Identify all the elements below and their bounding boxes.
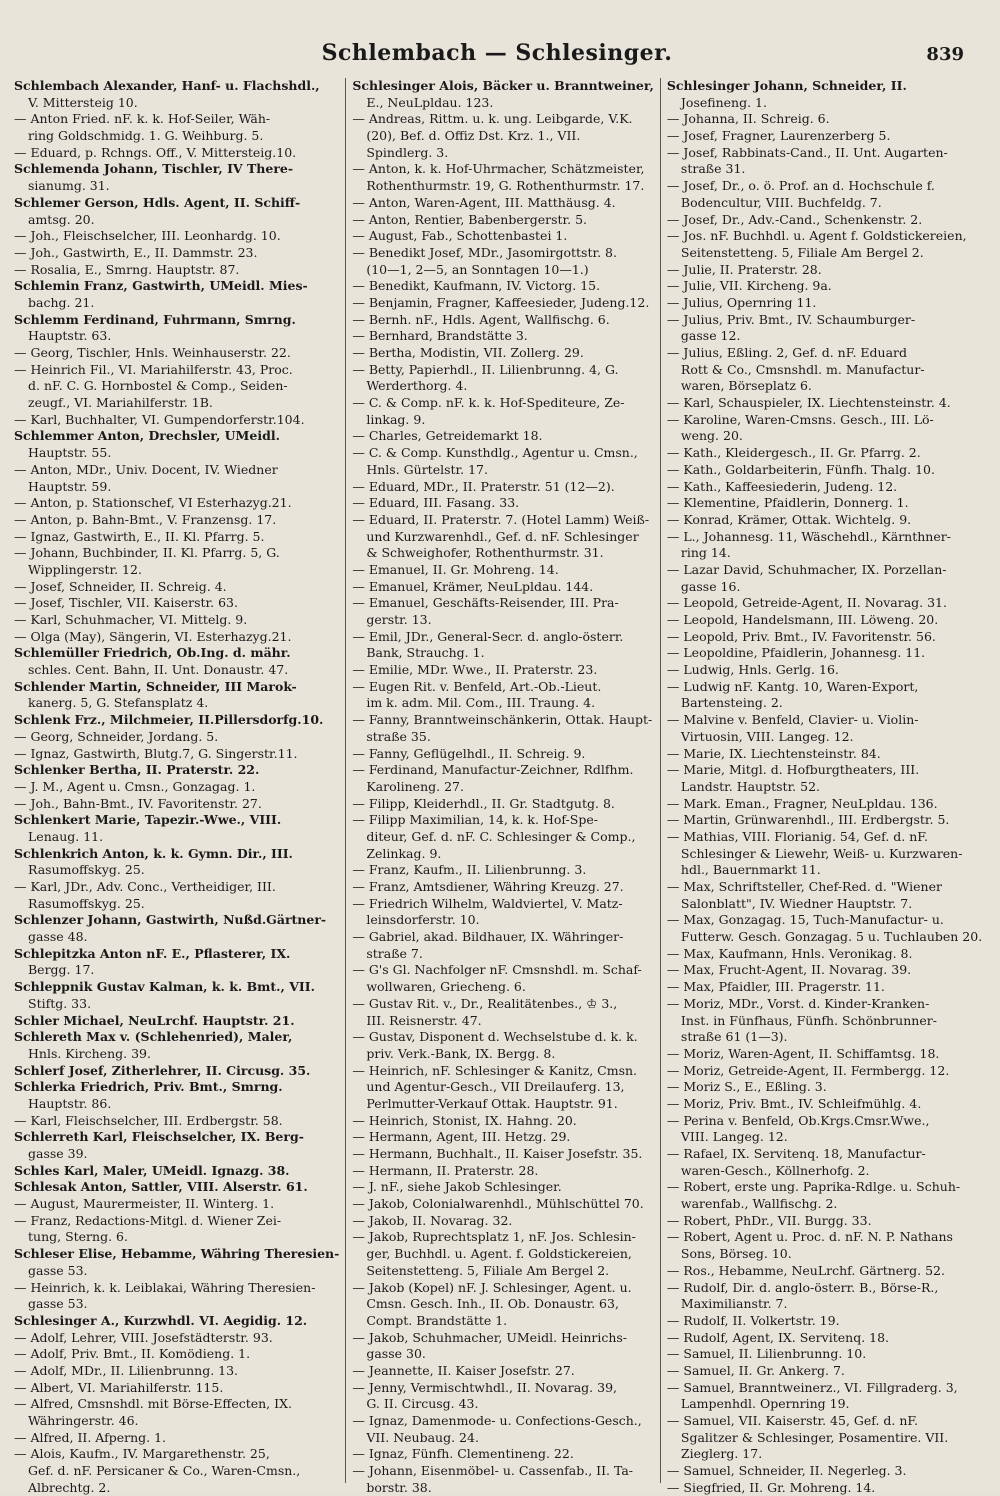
entry-line: — Karl, Buchhalter, VI. Gumpendorferstr.104. <box>14 411 305 427</box>
entry-line: — Robert, Agent u. Proc. d. nF. N. P. Nathans <box>666 1229 953 1245</box>
entry-line: — J. nF., siehe Jakob Schlesinger. <box>352 1179 562 1195</box>
entry-line: — Jeannette, II. Kaiser Josefstr. 27. <box>352 1362 575 1378</box>
entry-line: — Adolf, MDr., II. Lilienbrunng. 13. <box>14 1362 239 1378</box>
entry-line: — Samuel, Branntweinerz., VI. Fillgraderg. 3, <box>666 1379 958 1395</box>
entry-line: — Lazar David, Schuhmacher, IX. Porzellan- <box>666 561 947 577</box>
entry-surname-line: Schlesinger Alois, Bäcker u. Branntweiner, <box>352 78 654 93</box>
entry-line: — Malvine v. Benfeld, Clavier- u. Violin- <box>666 712 919 728</box>
entry-continuation-line: weng. 20. <box>680 428 743 444</box>
entry-line: — Eduard, III. Fasang. 33. <box>352 495 520 511</box>
entry-continuation-line: Lenaug. 11. <box>28 828 104 844</box>
entry-line: — Julie, II. Praterstr. 28. <box>666 261 822 277</box>
entry-line: — Ignaz, Gastwirth, Blutg.7, G. Singerstr.11. <box>14 745 298 761</box>
entry-continuation-line: diteur, Gef. d. nF. C. Schlesinger & Comp., <box>366 828 636 844</box>
page-number: 839 <box>926 44 964 65</box>
entry-surname-line: Schlesinger Johann, Schneider, II. <box>666 78 907 93</box>
entry-continuation-line: Gef. d. nF. Persicaner & Co., Waren-Cmsn., <box>28 1463 301 1479</box>
entry-line: — Heinrich, k. k. Leiblakai, Währing Theresien- <box>14 1279 316 1295</box>
entry-continuation-line: gerstr. 13. <box>366 612 432 627</box>
entry-continuation-line: Seitenstetteng. 5, Filiale Am Bergel 2. <box>366 1262 610 1278</box>
entry-continuation-line: gasse 48. <box>28 929 88 945</box>
entry-continuation-line: amtsg. 20. <box>28 211 95 227</box>
entry-continuation-line: Compt. Brandstätte 1. <box>366 1312 508 1328</box>
entry-line: — Karl, Schuhmacher, VI. Mittelg. 9. <box>14 612 248 627</box>
entry-continuation-line: Rasumoffskyg. 25. <box>28 895 145 911</box>
entry-continuation-line: Virtuosin, VIII. Langeg. 12. <box>680 728 854 744</box>
entry-continuation-line: und Kurzwarenhdl., Gef. d. nF. Schlesinger <box>366 528 639 544</box>
entry-surname-line: Schlenzer Johann, Gastwirth, Nußd.Gärtner- <box>14 912 327 928</box>
entry-continuation-line: schles. Cent. Bahn, II. Unt. Donaustr. 47. <box>28 662 289 678</box>
running-head: Schlembach — Schlesinger. <box>321 40 673 66</box>
entry-line: — Samuel, Schneider, II. Negerleg. 3. <box>666 1463 907 1479</box>
entry-line: — Mathias, VIII. Florianig. 54, Gef. d. nF. <box>666 828 928 844</box>
entry-line: — Samuel, II. Gr. Ankerg. 7. <box>666 1362 845 1378</box>
column-2 <box>345 78 660 1495</box>
entry-continuation-line: gasse 12. <box>680 328 741 344</box>
entry-line: — Anton, Waren-Agent, III. Matthäusg. 4. <box>352 194 616 210</box>
entry-line: — Leopold, Priv. Bmt., IV. Favoritenstr. 56. <box>666 628 936 644</box>
entry-line: — Franz, Kaufm., II. Lilienbrunng. 3. <box>352 862 587 878</box>
entry-line: — Kath., Kleidergesch., II. Gr. Pfarrg. 2. <box>666 445 921 461</box>
entry-continuation-line: Karolineng. 27. <box>366 778 464 794</box>
entry-line: — Leopold, Handelsmann, III. Löweng. 20. <box>666 612 939 627</box>
entry-continuation-line: G. II. Circusg. 43. <box>366 1396 479 1412</box>
entry-continuation-line: Zieglerg. 17. <box>680 1446 763 1462</box>
entry-line: — Robert, erste ung. Paprika-Rdlge. u. Schuh- <box>666 1179 961 1195</box>
entry-line: — Siegfried, II. Gr. Mohreng. 14. <box>666 1479 876 1495</box>
entry-line: — Alfred, Cmsnshdl. mit Börse-Effecten, IX. <box>14 1396 292 1412</box>
entry-line: — Karl, JDr., Adv. Conc., Vertheidiger, III. <box>14 879 276 894</box>
entry-continuation-line: III. Reisnerstr. 47. <box>366 1012 482 1028</box>
entry-continuation-line: Hnls. Kircheng. 39. <box>28 1045 151 1061</box>
entry-line: — Moriz S., E., Eßling. 3. <box>666 1079 827 1095</box>
entry-surname-line: Schlenkrich Anton, k. k. Gymn. Dir., III. <box>14 845 293 861</box>
entry-continuation-line: Maximilianstr. 7. <box>680 1296 788 1312</box>
entry-line: — Anton, Rentier, Babenbergerstr. 5. <box>352 211 588 227</box>
entry-line: — Emanuel, II. Gr. Mohreng. 14. <box>352 561 559 577</box>
entry-line: — Hermann, Buchhalt., II. Kaiser Josefstr. 35. <box>352 1146 643 1161</box>
entry-surname-line: Schlereth Max v. (Schlehenried), Maler, <box>14 1029 293 1045</box>
entry-continuation-line: hdl., Bauernmarkt 11. <box>680 862 821 878</box>
entry-continuation-line: (20), Bef. d. Offiz Dst. Krz. 1., VII. <box>366 128 581 144</box>
entry-line: — Anton, MDr., Univ. Docent, IV. Wiedner <box>14 461 278 477</box>
entry-line: — Alfred, II. Afperng. 1. <box>14 1429 167 1445</box>
entry-continuation-line: Rasumoffskyg. 25. <box>28 862 145 878</box>
entry-continuation-line: Rothenthurmstr. 19, G. Rothenthurmstr. 17. <box>366 178 645 194</box>
entry-continuation-line: Hauptstr. 59. <box>28 478 112 494</box>
entry-surname-line: Schlenk Frz., Milchmeier, II.Pillersdorfg.10. <box>14 712 324 728</box>
entry-continuation-line: priv. Verk.-Bank, IX. Bergg. 8. <box>366 1045 556 1061</box>
entry-continuation-line: Stiftg. 33. <box>28 995 92 1011</box>
entry-continuation-line: waren, Börseplatz 6. <box>680 378 812 394</box>
entry-continuation-line: gasse 53. <box>28 1296 88 1312</box>
entry-continuation-line: straße 7. <box>366 945 423 961</box>
entry-line: — Alois, Kaufm., IV. Margarethenstr. 25, <box>14 1446 270 1462</box>
entry-line: — Jakob, II. Novarag. 32. <box>352 1212 513 1228</box>
entry-surname-line: Schlender Martin, Schneider, III Marok- <box>14 678 297 694</box>
entry-line: — Robert, PhDr., VII. Burgg. 33. <box>666 1212 872 1228</box>
entry-line: — Anton, p. Stationschef, VI Esterhazyg.21. <box>14 495 292 511</box>
entry-line: — Fanny, Branntweinschänkerin, Ottak. Haupt- <box>352 712 653 728</box>
entry-continuation-line: Hauptstr. 55. <box>28 445 112 461</box>
entry-line: — Moriz, Getreide-Agent, II. Fermbergg. 12. <box>666 1062 950 1078</box>
entry-line: — Georg, Schneider, Jordang. 5. <box>14 728 219 744</box>
entry-line: — Gustav Rit. v., Dr., Realitätenbes., ♔ 3., <box>352 995 618 1011</box>
entry-line: — Josef, Schneider, II. Schreig. 4. <box>14 578 227 594</box>
entry-continuation-line: ger, Buchhdl. u. Agent. f. Goldstickereien, <box>366 1246 632 1262</box>
entry-line: — Max, Gonzagag. 15, Tuch-Manufactur- u. <box>666 912 944 928</box>
entry-continuation-line: und Agentur-Gesch., VII Dreilauferg. 13, <box>366 1079 625 1095</box>
entry-line: — Eduard, II. Praterstr. 7. (Hotel Lamm) Weiß- <box>352 511 650 527</box>
entry-line: — Heinrich, nF. Schlesinger & Kanitz, Cmsn. <box>352 1062 638 1078</box>
entry-continuation-line: kanerg. 5, G. Stefansplatz 4. <box>28 695 209 711</box>
entry-surname-line: Schlemmer Anton, Drechsler, UMeidl. <box>14 428 280 444</box>
entry-surname-line: Schlerreth Karl, Fleischselcher, IX. Berg- <box>14 1129 304 1145</box>
entry-line: — L., Johannesg. 11, Wäschehdl., Kärnthner- <box>666 528 951 544</box>
entry-continuation-line: ring Goldschmidg. 1. G. Weihburg. 5. <box>28 128 264 144</box>
entry-continuation-line: tung, Sterng. 6. <box>28 1229 128 1245</box>
entry-line: — Adolf, Lehrer, VIII. Josefstädterstr. 93. <box>14 1329 273 1345</box>
entry-line: — Max, Frucht-Agent, II. Novarag. 39. <box>666 962 912 978</box>
entry-line: — Josef, Tischler, VII. Kaiserstr. 63. <box>14 595 238 611</box>
entry-continuation-line: Währingerstr. 46. <box>28 1413 139 1428</box>
entry-line: — Hermann, II. Praterstr. 28. <box>352 1162 539 1178</box>
entry-continuation-line: Spindlerg. 3. <box>366 144 449 160</box>
entry-line: — August, Fab., Schottenbastei 1. <box>352 228 568 244</box>
entry-line: — Leopoldine, Pfaidlerin, Johannesg. 11. <box>666 645 926 661</box>
entry-line: — Eugen Rit. v. Benfeld, Art.-Ob.-Lieut. <box>352 678 602 694</box>
entry-line: — Karl, Schauspieler, IX. Liechtensteinstr. 4. <box>666 395 951 411</box>
entry-line: — Max, Schriftsteller, Chef-Red. d. "Wiener <box>666 879 942 894</box>
entry-line: — Gabriel, akad. Bildhauer, IX. Währinger- <box>352 929 624 945</box>
entry-continuation-line: Werderthorg. 4. <box>366 378 468 394</box>
entry-line: — Karl, Fleischselcher, III. Erdbergstr. 58. <box>14 1112 283 1128</box>
entry-line: — Albert, VI. Mariahilferstr. 115. <box>14 1379 224 1395</box>
entry-line: — Samuel, VII. Kaiserstr. 45, Gef. d. nF. <box>666 1413 919 1428</box>
entry-line: — Rudolf, Dir. d. anglo-österr. B., Börse-R., <box>666 1279 939 1295</box>
entry-continuation-line: Bartensteing. 2. <box>680 695 783 711</box>
entry-continuation-line: straße 31. <box>680 161 746 177</box>
entry-continuation-line: Inst. in Fünfhaus, Fünfh. Schönbrunner- <box>680 1012 937 1028</box>
entry-continuation-line: gasse 16. <box>680 578 741 594</box>
entry-line: — Martin, Grünwarenhdl., III. Erdbergstr. 5. <box>666 812 950 828</box>
entry-line: — G's Gl. Nachfolger nF. Cmsnshdl. m. Schaf- <box>352 962 642 978</box>
entry-line: — Ignaz, Damenmode- u. Confections-Gesch., <box>352 1413 642 1428</box>
entry-line: — Jenny, Vermischtwhdl., II. Novarag. 39, <box>352 1379 617 1395</box>
entry-line: — C. & Comp. nF. k. k. Hof-Spediteure, Ze- <box>352 395 625 411</box>
entry-continuation-line: Albrechtg. 2. <box>28 1479 111 1495</box>
entry-line: — Betty, Papierhdl., II. Lilienbrunng. 4, G. <box>352 361 619 377</box>
entry-line: — Heinrich, Stonist, IX. Hahng. 20. <box>352 1112 577 1128</box>
entry-line: — Julius, Priv. Bmt., IV. Schaumburger- <box>666 311 916 327</box>
entry-line: — Kath., Goldarbeiterin, Fünfh. Thalg. 10. <box>666 461 935 477</box>
entry-line: — Julie, VII. Kircheng. 9a. <box>666 278 832 294</box>
entry-line: — Leopold, Getreide-Agent, II. Novarag. 31. <box>666 595 947 611</box>
entry-surname-line: Schlenkert Marie, Tapezir.-Wwe., VIII. <box>14 812 282 828</box>
entry-continuation-line: leinsdorferstr. 10. <box>366 912 480 928</box>
entry-line: — Eduard, MDr., II. Praterstr. 51 (12—2). <box>352 478 615 494</box>
entry-line: — Gustav, Disponent d. Wechselstube d. k. k. <box>352 1029 638 1045</box>
entry-continuation-line: Sgalitzer & Schlesinger, Posamentire. VII. <box>680 1429 949 1445</box>
entry-line: — Benedikt, Kaufmann, IV. Victorg. 15. <box>352 278 601 294</box>
entry-surname-line: Schlemüller Friedrich, Ob.Ing. d. mähr. <box>14 645 291 661</box>
entry-line: — Friedrich Wilhelm, Waldviertel, V. Matz- <box>352 895 623 911</box>
entry-line: — Jakob, Colonialwarenhdl., Mühlschüttel 70. <box>352 1196 644 1212</box>
entry-surname-line: Schleppnik Gustav Kalman, k. k. Bmt., VII. <box>14 979 315 995</box>
entry-continuation-line: & Schweighofer, Rothenthurmstr. 31. <box>366 545 604 561</box>
entry-continuation-line: Seitenstetteng. 5, Filiale Am Bergel 2. <box>680 244 924 260</box>
entry-line: — Filipp Maximilian, 14, k. k. Hof-Spe- <box>352 812 598 828</box>
entry-continuation-line: V. Mittersteig 10. <box>28 94 138 110</box>
entry-line: — Andreas, Rittm. u. k. ung. Leibgarde, V.K. <box>352 111 633 127</box>
entry-surname-line: Schlepitzka Anton nF. E., Pflasterer, IX. <box>14 945 291 961</box>
entry-line: — Bernh. nF., Hdls. Agent, Wallfischg. 6. <box>352 311 610 327</box>
entry-continuation-line: VII. Neubaug. 24. <box>366 1429 479 1445</box>
entry-surname-line: Schlenker Bertha, II. Praterstr. 22. <box>14 762 260 778</box>
entry-line: — Karoline, Waren-Cmsns. Gesch., III. Lö- <box>666 411 934 427</box>
entry-continuation-line: d. nF. C. G. Hornbostel & Comp., Seiden- <box>28 378 288 394</box>
entry-continuation-line: Zelinkag. 9. <box>366 845 442 861</box>
entry-line: — Jakob, Ruprechtsplatz 1, nF. Jos. Schlesin- <box>352 1229 636 1245</box>
entry-continuation-line: Futterw. Gesch. Gonzagag. 5 u. Tuchlauben 20. <box>680 929 983 945</box>
entry-line: — Eduard, p. Rchngs. Off., V. Mittersteig.10. <box>14 144 297 160</box>
entry-line: — Heinrich Fil., VI. Mariahilferstr. 43, Proc. <box>14 361 293 377</box>
entry-continuation-line: Hauptstr. 63. <box>28 328 112 344</box>
entry-continuation-line: waren-Gesch., Köllnerhofg. 2. <box>680 1162 870 1178</box>
entry-line: — Johann, Eisenmöbel- u. Cassenfab., II. Ta- <box>352 1463 634 1479</box>
entry-line: — Perina v. Benfeld, Ob.Krgs.Cmsr.Wwe., <box>666 1112 930 1128</box>
entry-line: — J. M., Agent u. Cmsn., Gonzagag. 1. <box>14 778 256 794</box>
entry-line: — Max, Kaufmann, Hnls. Veronikag. 8. <box>666 945 913 961</box>
entry-line: — Emilie, MDr. Wwe., II. Praterstr. 23. <box>352 662 598 678</box>
entry-continuation-line: Landstr. Hauptstr. 52. <box>680 778 820 794</box>
entry-line: — August, Maurermeister, II. Winterg. 1. <box>14 1196 275 1212</box>
entry-line: — Jakob, Schuhmacher, UMeidl. Heinrichs- <box>352 1329 628 1345</box>
entry-line: — Josef, Rabbinats-Cand., II. Unt. Augarten- <box>666 144 948 160</box>
entry-columns <box>8 78 986 1495</box>
entry-line: — Ludwig nF. Kantg. 10, Waren-Export, <box>666 678 919 694</box>
column-3 <box>660 78 988 1495</box>
entry-line: — Klementine, Pfaidlerin, Donnerg. 1. <box>666 495 909 511</box>
entry-line: — Fanny, Geflügelhdl., II. Schreig. 9. <box>352 745 586 761</box>
entry-continuation-line: bachg. 21. <box>28 294 95 310</box>
entry-continuation-line: zeugf., VI. Mariahilferstr. 1B. <box>28 395 213 411</box>
entry-line: — Ferdinand, Manufactur-Zeichner, Rdlfhm. <box>352 762 634 778</box>
entry-line: — Rudolf, II. Volkertstr. 19. <box>666 1312 840 1328</box>
entry-line: — Olga (May), Sängerin, VI. Esterhazyg.21. <box>14 628 292 644</box>
entry-continuation-line: E., NeuLpldau. 123. <box>366 94 494 110</box>
entry-line: — Jos. nF. Buchhdl. u. Agent f. Goldstickereien, <box>666 228 967 244</box>
entry-surname-line: Schlemm Ferdinand, Fuhrmann, Smrng. <box>14 311 296 327</box>
entry-line: — Konrad, Krämer, Ottak. Wichtelg. 9. <box>666 511 912 527</box>
entry-line: — Rudolf, Agent, IX. Servitenq. 18. <box>666 1329 890 1345</box>
entry-surname-line: Schlemin Franz, Gastwirth, UMeidl. Mies- <box>14 278 308 294</box>
entry-line: — Bernhard, Brandstätte 3. <box>352 328 528 344</box>
entry-line: — Rafael, IX. Servitenq. 18, Manufactur- <box>666 1146 926 1161</box>
entry-continuation-line: straße 61 (1—3). <box>680 1029 788 1045</box>
entry-line: — Benjamin, Fragner, Kaffeesieder, Judeng.12. <box>352 294 650 310</box>
entry-line: — Georg, Tischler, Hnls. Weinhauserstr. 22. <box>14 345 291 360</box>
entry-surname-line: Schlembach Alexander, Hanf- u. Flachshdl., <box>14 78 320 93</box>
entry-continuation-line: Perlmutter-Verkauf Ottak. Hauptstr. 91. <box>366 1095 618 1111</box>
entry-continuation-line: wollwaren, Griecheng. 6. <box>366 979 526 995</box>
entry-line: — Julius, Opernring 11. <box>666 294 817 310</box>
entry-continuation-line: Josefineng. 1. <box>680 94 767 110</box>
entry-surname-line: Schleser Elise, Hebamme, Währing Theresien- <box>14 1246 340 1262</box>
entry-line: — Ludwig, Hnls. Gerlg. 16. <box>666 662 839 678</box>
entry-line: — Marie, IX. Liechtensteinstr. 84. <box>666 745 881 761</box>
entry-continuation-line: Wipplingerstr. 12. <box>28 561 142 577</box>
entry-line: — Hermann, Agent, III. Hetzg. 29. <box>352 1129 571 1145</box>
entry-surname-line: Schlemenda Johann, Tischler, IV There- <box>14 161 294 177</box>
entry-line: — Josef, Fragner, Laurenzerberg 5. <box>666 128 891 144</box>
entry-line: — Rosalia, E., Smrng. Hauptstr. 87. <box>14 261 240 277</box>
entry-line: — Johanna, II. Schreig. 6. <box>666 111 830 127</box>
entry-line: — Franz, Redactions-Mitgl. d. Wiener Zei- <box>14 1212 282 1228</box>
entry-continuation-line: gasse 39. <box>28 1146 88 1161</box>
entry-line: — Adolf, Priv. Bmt., II. Komödieng. 1. <box>14 1346 251 1362</box>
entry-line: — Moriz, MDr., Vorst. d. Kinder-Kranken- <box>666 995 930 1011</box>
column-1 <box>8 78 345 1495</box>
entry-line: — Joh., Bahn-Bmt., IV. Favoritenstr. 27. <box>14 795 262 811</box>
entry-line: — Emanuel, Krämer, NeuLpldau. 144. <box>352 578 594 594</box>
entry-line: — Josef, Dr., Adv.-Cand., Schenkenstr. 2. <box>666 211 923 227</box>
entry-line: — Ignaz, Gastwirth, E., II. Kl. Pfarrg. 5. <box>14 528 265 544</box>
entry-line: — Emil, JDr., General-Secr. d. anglo-österr. <box>352 628 624 644</box>
entry-continuation-line: Rott & Co., Cmsnshdl. m. Manufactur- <box>680 361 925 377</box>
entry-line: — Moriz, Waren-Agent, II. Schiffamtsg. 18. <box>666 1045 940 1061</box>
entry-surname-line: Schler Michael, NeuLrchf. Hauptstr. 21. <box>14 1012 295 1028</box>
entry-line: — Joh., Fleischselcher, III. Leonhardg. 10. <box>14 228 281 244</box>
entry-line: — Josef, Dr., o. ö. Prof. an d. Hochschule f. <box>666 178 935 194</box>
entry-line: — Ros., Hebamme, NeuLrchf. Gärtnerg. 52. <box>666 1262 945 1278</box>
entry-line: — Ignaz, Fünfh. Clementineng. 22. <box>352 1446 574 1462</box>
entry-surname-line: Schlesak Anton, Sattler, VIII. Alserstr. 61. <box>14 1179 308 1195</box>
entry-continuation-line: Bergg. 17. <box>28 962 95 978</box>
entry-line: — Moriz, Priv. Bmt., IV. Schleifmühlg. 4. <box>666 1095 922 1111</box>
entry-line: — Max, Pfaidler, III. Pragerstr. 11. <box>666 979 885 995</box>
entry-line: — Bertha, Modistin, VII. Zollerg. 29. <box>352 345 584 360</box>
entry-line: — Benedikt Josef, MDr., Jasomirgottstr. 8. <box>352 244 617 260</box>
entry-continuation-line: Sons, Börseg. 10. <box>680 1246 792 1262</box>
entry-surname-line: Schlemer Gerson, Hdls. Agent, II. Schiff- <box>14 194 301 210</box>
entry-line: — Filipp, Kleiderhdl., II. Gr. Stadtgutg. 8. <box>352 795 615 811</box>
entry-continuation-line: gasse 30. <box>366 1346 426 1362</box>
entry-line: — Joh., Gastwirth, E., II. Dammstr. 23. <box>14 244 258 260</box>
entry-continuation-line: ring 14. <box>680 545 731 561</box>
entry-surname-line: Schlerka Friedrich, Priv. Bmt., Smrng. <box>14 1079 283 1095</box>
entry-line: — Marie, Mitgl. d. Hofburgtheaters, III. <box>666 762 920 778</box>
entry-line: — Anton, p. Bahn-Bmt., V. Franzensg. 17. <box>14 511 277 527</box>
entry-continuation-line: straße 35. <box>366 728 431 744</box>
entry-continuation-line: Hnls. Gürtelstr. 17. <box>366 461 488 477</box>
entry-continuation-line: Bodencultur, VIII. Buchfeldg. 7. <box>680 194 882 210</box>
entry-line: — Samuel, II. Lilienbrunng. 10. <box>666 1346 867 1362</box>
entry-continuation-line: sianumg. 31. <box>28 178 110 194</box>
entry-line: — C. & Comp. Kunsthdlg., Agentur u. Cmsn., <box>352 445 638 461</box>
entry-line: — Anton, k. k. Hof-Uhrmacher, Schätzmeister, <box>352 161 645 177</box>
entry-line: — Johann, Buchbinder, II. Kl. Pfarrg. 5, G. <box>14 545 280 561</box>
entry-continuation-line: Cmsn. Gesch. Inh., II. Ob. Donaustr. 63, <box>366 1296 619 1312</box>
entry-continuation-line: Bank, Strauchg. 1. <box>366 645 485 661</box>
entry-continuation-line: Schlesinger & Liewehr, Weiß- u. Kurzwaren- <box>680 845 963 861</box>
entry-continuation-line: linkag. 9. <box>366 411 426 427</box>
entry-continuation-line: borstr. 38. <box>366 1479 432 1495</box>
entry-continuation-line: im k. adm. Mil. Com., III. Traung. 4. <box>366 695 596 711</box>
entry-line: — Charles, Getreidemarkt 18. <box>352 428 543 444</box>
page-header <box>8 40 986 78</box>
entry-line: — Emanuel, Geschäfts-Reisender, III. Pra- <box>352 595 619 611</box>
entry-continuation-line: (10—1, 2—5, an Sonntagen 10—1.) <box>366 261 589 277</box>
entry-surname-line: Schlesinger A., Kurzwhdl. VI. Aegidig. 12. <box>14 1312 308 1328</box>
entry-continuation-line: Hauptstr. 86. <box>28 1095 112 1111</box>
entry-line: — Franz, Amtsdiener, Währing Kreuzg. 27. <box>352 879 624 894</box>
entry-line: — Anton Fried. nF. k. k. Hof-Seiler, Wäh- <box>14 111 271 127</box>
entry-line: — Jakob (Kopel) nF. J. Schlesinger, Agent. u. <box>352 1279 632 1295</box>
entry-continuation-line: warenfab., Wallfischg. 2. <box>680 1196 838 1212</box>
entry-continuation-line: gasse 53. <box>28 1262 88 1278</box>
entry-continuation-line: VIII. Langeg. 12. <box>680 1129 788 1145</box>
entry-continuation-line: Salonblatt", IV. Wiedner Hauptstr. 7. <box>680 895 913 911</box>
entry-continuation-line: Lampenhdl. Opernring 19. <box>680 1396 850 1412</box>
entry-surname-line: Schles Karl, Maler, UMeidl. Ignazg. 38. <box>14 1162 290 1178</box>
entry-line: — Mark. Eman., Fragner, NeuLpldau. 136. <box>666 795 938 811</box>
entry-surname-line: Schlerf Josef, Zitherlehrer, II. Circusg. 35. <box>14 1062 311 1078</box>
entry-line: — Julius, Eßling. 2, Gef. d. nF. Eduard <box>666 345 908 360</box>
entry-line: — Kath., Kaffeesiederin, Judeng. 12. <box>666 478 898 494</box>
